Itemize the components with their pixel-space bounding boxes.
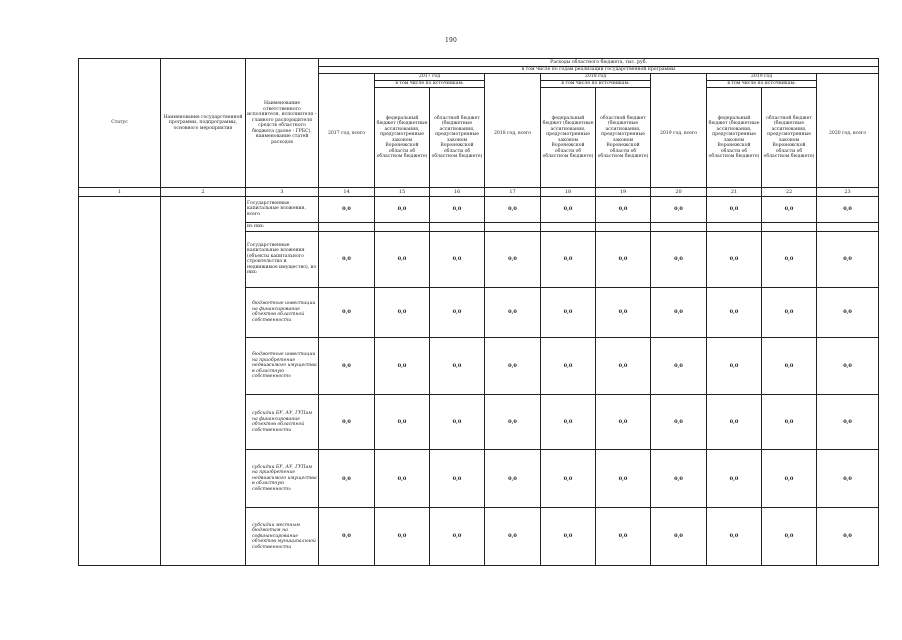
value-cell: 0,0	[707, 338, 762, 395]
value-cell	[541, 222, 596, 231]
row-label: Государственные капитальные вложения (объекты капитального строительства и недвижимое имущество), из них:	[246, 231, 319, 287]
value-cell	[319, 222, 375, 231]
table-row	[79, 196, 879, 222]
header-regional-2018: областной бюджет (бюджетные ассигнования, предусмотренные законом Воронежской области об областном бюджете)	[596, 88, 651, 188]
value-cell	[762, 222, 817, 231]
column-number: 2	[161, 188, 246, 196]
value-cell: 0,0	[651, 395, 707, 450]
value-cell: 0,0	[651, 231, 707, 287]
header-blank	[319, 74, 375, 81]
value-cell: 0,0	[651, 507, 707, 565]
value-cell: 0,0	[541, 338, 596, 395]
value-cell: 0,0	[430, 338, 485, 395]
value-cell: 0,0	[707, 231, 762, 287]
row-label: из них:	[246, 222, 319, 231]
page-number: 190	[444, 37, 458, 44]
header-sources-2018: в том числе по источникам:	[541, 81, 651, 88]
value-cell: 0,0	[485, 231, 541, 287]
value-cell: 0,0	[319, 196, 375, 222]
budget-table	[78, 58, 879, 566]
value-cell: 0,0	[651, 287, 707, 337]
value-cell: 0,0	[541, 196, 596, 222]
value-cell: 0,0	[430, 287, 485, 337]
value-cell: 0,0	[541, 507, 596, 565]
value-cell: 0,0	[430, 231, 485, 287]
header-sources-2017: в том числе по источникам:	[375, 81, 485, 88]
header-status: Статус	[79, 59, 161, 188]
value-cell: 0,0	[430, 507, 485, 565]
value-cell: 0,0	[762, 395, 817, 450]
value-cell	[707, 222, 762, 231]
column-number-row	[79, 188, 879, 196]
header-year-2018: 2018 год	[541, 74, 651, 81]
column-number: 17	[485, 188, 541, 196]
value-cell	[485, 222, 541, 231]
column-number: 23	[817, 188, 879, 196]
header-federal-2019: федеральный бюджет (бюджетные ассигнования, предусмотренные законом Воронежской области об областном бюджете)	[707, 88, 762, 188]
value-cell: 0,0	[817, 507, 879, 565]
value-cell: 0,0	[707, 196, 762, 222]
status-cell	[79, 196, 161, 566]
row-label: Государственные капитальные вложения, всего	[246, 196, 319, 222]
value-cell: 0,0	[651, 450, 707, 507]
value-cell: 0,0	[707, 287, 762, 337]
column-number: 20	[651, 188, 707, 196]
row-label: бюджетные инвестиции на финансирование объектов областной собственности	[246, 287, 319, 337]
value-cell: 0,0	[319, 338, 375, 395]
column-number: 3	[246, 188, 319, 196]
row-label: субсидии БУ, АУ, ГУПам на приобретение недвижимого имущества в областную собственность	[246, 450, 319, 507]
value-cell: 0,0	[430, 395, 485, 450]
value-cell: 0,0	[319, 395, 375, 450]
value-cell: 0,0	[596, 450, 651, 507]
value-cell: 0,0	[375, 450, 430, 507]
value-cell: 0,0	[707, 450, 762, 507]
header-blank	[817, 74, 879, 81]
value-cell: 0,0	[817, 450, 879, 507]
value-cell: 0,0	[485, 395, 541, 450]
value-cell: 0,0	[485, 196, 541, 222]
value-cell: 0,0	[596, 338, 651, 395]
column-number: 18	[541, 188, 596, 196]
value-cell	[817, 222, 879, 231]
value-cell	[430, 222, 485, 231]
value-cell: 0,0	[485, 507, 541, 565]
value-cell: 0,0	[541, 450, 596, 507]
header-program-name: Наименование государственной программы, подпрограммы, основного мероприятия	[161, 59, 246, 188]
value-cell: 0,0	[375, 287, 430, 337]
value-cell: 0,0	[596, 507, 651, 565]
header-regional-2017: областной бюджет (бюджетные ассигнования, предусмотренные законом Воронежской области об областном бюджете)	[430, 88, 485, 188]
value-cell: 0,0	[707, 395, 762, 450]
header-total-2019: 2019 год, всего	[651, 81, 707, 188]
value-cell: 0,0	[762, 196, 817, 222]
column-number: 14	[319, 188, 375, 196]
column-number: 21	[707, 188, 762, 196]
value-cell: 0,0	[375, 395, 430, 450]
value-cell: 0,0	[817, 196, 879, 222]
value-cell: 0,0	[651, 338, 707, 395]
header-year-2019: 2019 год	[707, 74, 817, 81]
column-number: 1	[79, 188, 161, 196]
column-number: 16	[430, 188, 485, 196]
value-cell: 0,0	[762, 287, 817, 337]
value-cell: 0,0	[596, 196, 651, 222]
value-cell: 0,0	[430, 450, 485, 507]
value-cell: 0,0	[762, 338, 817, 395]
header-total-2018: 2018 год, всего	[485, 81, 541, 188]
value-cell: 0,0	[817, 395, 879, 450]
value-cell: 0,0	[541, 395, 596, 450]
header-regional-2019: областной бюджет (бюджетные ассигнования, предусмотренные законом Воронежской области об областном бюджете)	[762, 88, 817, 188]
value-cell: 0,0	[319, 231, 375, 287]
value-cell: 0,0	[319, 287, 375, 337]
value-cell: 0,0	[430, 196, 485, 222]
value-cell: 0,0	[817, 231, 879, 287]
header-sources-2019: в том числе по источникам:	[707, 81, 817, 88]
value-cell: 0,0	[319, 507, 375, 565]
header-federal-2018: федеральный бюджет (бюджетные ассигнования, предусмотренные законом Воронежской области об областном бюджете)	[541, 88, 596, 188]
row-label: субсидии местным бюджетам на софинансирование объектов муниципальной собственности	[246, 507, 319, 565]
header-budget-title: Расходы областного бюджета, тыс. руб.	[319, 59, 879, 67]
value-cell: 0,0	[762, 507, 817, 565]
value-cell: 0,0	[762, 231, 817, 287]
column-number: 15	[375, 188, 430, 196]
value-cell: 0,0	[485, 338, 541, 395]
value-cell: 0,0	[596, 287, 651, 337]
value-cell	[375, 222, 430, 231]
row-label: субсидии БУ, АУ, ГУПам на финансирование объектов областной собственности	[246, 395, 319, 450]
column-number: 19	[596, 188, 651, 196]
value-cell: 0,0	[817, 338, 879, 395]
header-executor: Наименование ответственного исполнителя, исполнителя – главного распорядителя средств областного бюджета (далее - ГРБС), наименование статей расходов	[246, 59, 319, 188]
header-by-years: в том числе по годам реализации государственной программы	[319, 67, 879, 74]
value-cell: 0,0	[485, 450, 541, 507]
value-cell: 0,0	[375, 196, 430, 222]
value-cell: 0,0	[541, 231, 596, 287]
row-label: бюджетные инвестиции на приобретение недвижимого имущества в областную собственность	[246, 338, 319, 395]
program-name-cell	[161, 196, 246, 566]
value-cell: 0,0	[541, 287, 596, 337]
value-cell: 0,0	[375, 231, 430, 287]
value-cell: 0,0	[596, 231, 651, 287]
header-total-2017: 2017 год, всего	[319, 81, 375, 188]
value-cell: 0,0	[319, 450, 375, 507]
header-total-2020: 2020 год, всего	[817, 81, 879, 188]
value-cell: 0,0	[596, 395, 651, 450]
value-cell: 0,0	[375, 507, 430, 565]
column-number: 22	[762, 188, 817, 196]
value-cell: 0,0	[485, 287, 541, 337]
header-blank	[651, 74, 707, 81]
value-cell: 0,0	[375, 338, 430, 395]
value-cell	[651, 222, 707, 231]
value-cell: 0,0	[817, 287, 879, 337]
header-year-2017: 2017 год	[375, 74, 485, 81]
value-cell: 0,0	[651, 196, 707, 222]
value-cell: 0,0	[707, 507, 762, 565]
value-cell: 0,0	[762, 450, 817, 507]
value-cell	[596, 222, 651, 231]
header-blank	[485, 74, 541, 81]
header-federal-2017: федеральный бюджет (бюджетные ассигнования, предусмотренные законом Воронежской области об областном бюджете)	[375, 88, 430, 188]
